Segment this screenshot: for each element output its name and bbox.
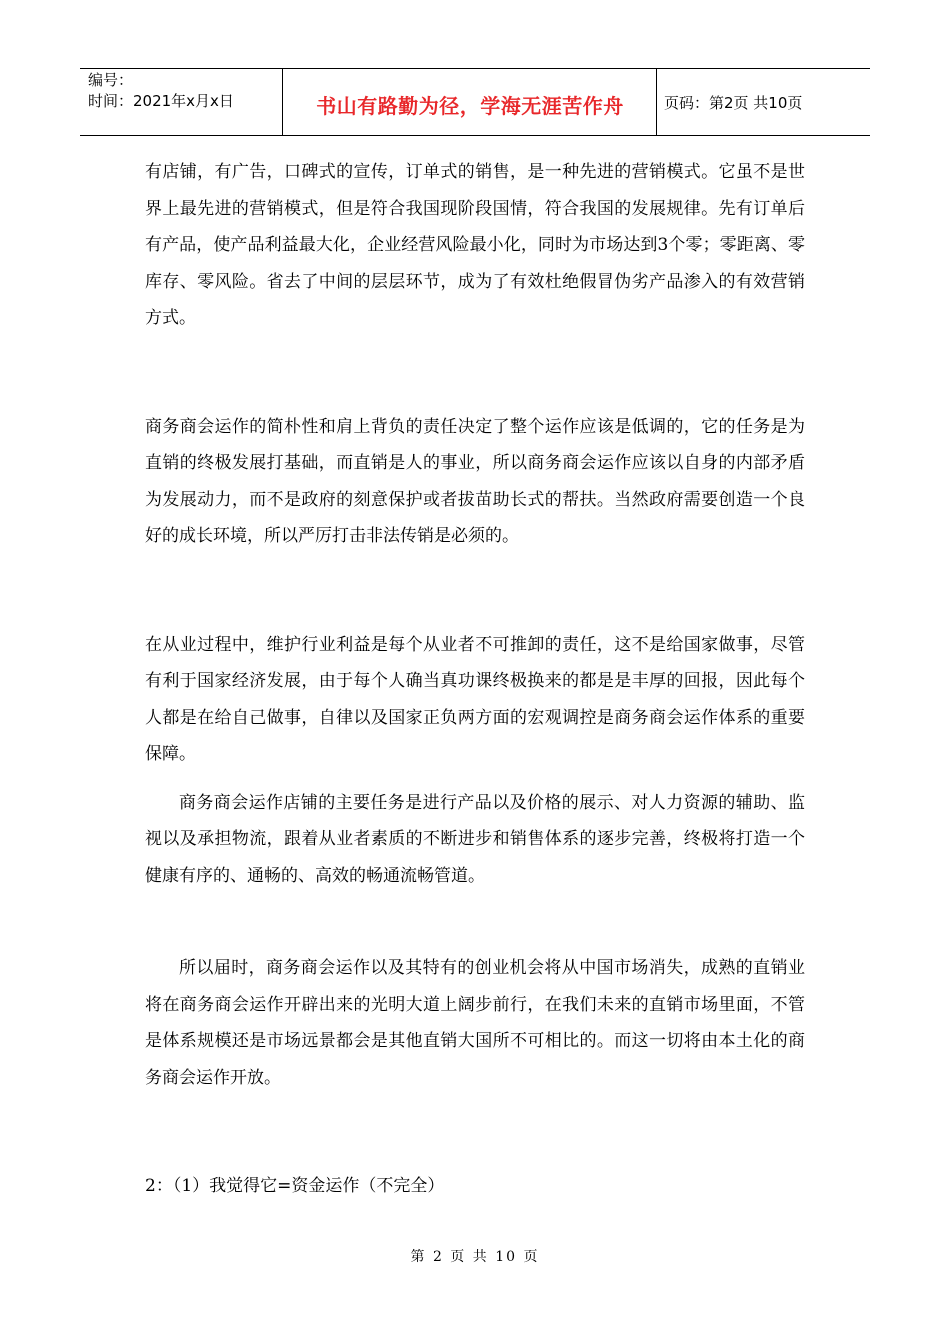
header-top-rule: [80, 68, 870, 69]
header-motto: 书山有路勤为径，学海无涯苦作舟: [316, 94, 624, 118]
header-divider: [282, 68, 283, 136]
paragraph: 所以届时，商务商会运作以及其特有的创业机会将从中国市场消失，成熟的直销业将在商务商会运作开辟出来的光明大道上阔步前行，在我们未来的直销市场里面，不管是体系规模还是市场远景都会是其他直销大国所不可相比的。而这一切将由本土化的商务商会运作开放。: [145, 958, 805, 1088]
header-meta: [88, 70, 280, 112]
paragraph: 商务商会运作店铺的主要任务是进行产品以及价格的展示、对人力资源的辅助、监视以及承担物流，跟着从业者素质的不断进步和销售体系的逐步完善，终极将打造一个健康有序的、通畅的、高效的畅通流畅管道。: [145, 792, 805, 886]
header-bottom-rule: [80, 135, 870, 136]
document-date: 时间：2021年x月x日: [88, 92, 234, 110]
paragraph: 有店铺，有广告，口碑式的宣传，订单式的销售，是一种先进的营销模式。它虽不是世界上最先进的营销模式，但是符合我国现阶段国情，符合我国的发展规律。先有订单后有产品，使产品利益最大化，企业经营风险最小化，同时为市场达到3个零；零距离、零库存、零风险。省去了中间的层层环节，成为了有效杜绝假冒伪劣产品渗入的有效营销方式。: [145, 162, 805, 328]
header-page-number: 页码：第2页 共10页: [664, 94, 803, 112]
paragraph: 商务商会运作的简朴性和肩上背负的责任决定了整个运作应该是低调的，它的任务是为直销的终极发展打基础，而直销是人的事业，所以商务商会运作应该以自身的内部矛盾为发展动力，而不是政府的刻意保护或者拔苗助长式的帮扶。当然政府需要创造一个良好的成长环境，所以严厉打击非法传销是必须的。: [145, 416, 805, 546]
header-divider: [656, 68, 657, 136]
page-footer: 第 2 页 共 10 页: [410, 1249, 540, 1265]
page-header: [80, 68, 870, 136]
paragraph: 在从业过程中，维护行业利益是每个从业者不可推卸的责任，这不是给国家做事，尽管有利于国家经济发展，由于每个人确当真功课终极换来的都是是丰厚的回报，因此每个人都是在给自己做事，自律以及国家正负两方面的宏观调控是商务商会运作体系的重要保障。: [145, 634, 805, 764]
paragraph: 2：（1）我觉得它=资金运作（不完全）: [145, 1176, 445, 1196]
document-body: [145, 154, 805, 1205]
document-number: 编号：: [88, 71, 134, 89]
